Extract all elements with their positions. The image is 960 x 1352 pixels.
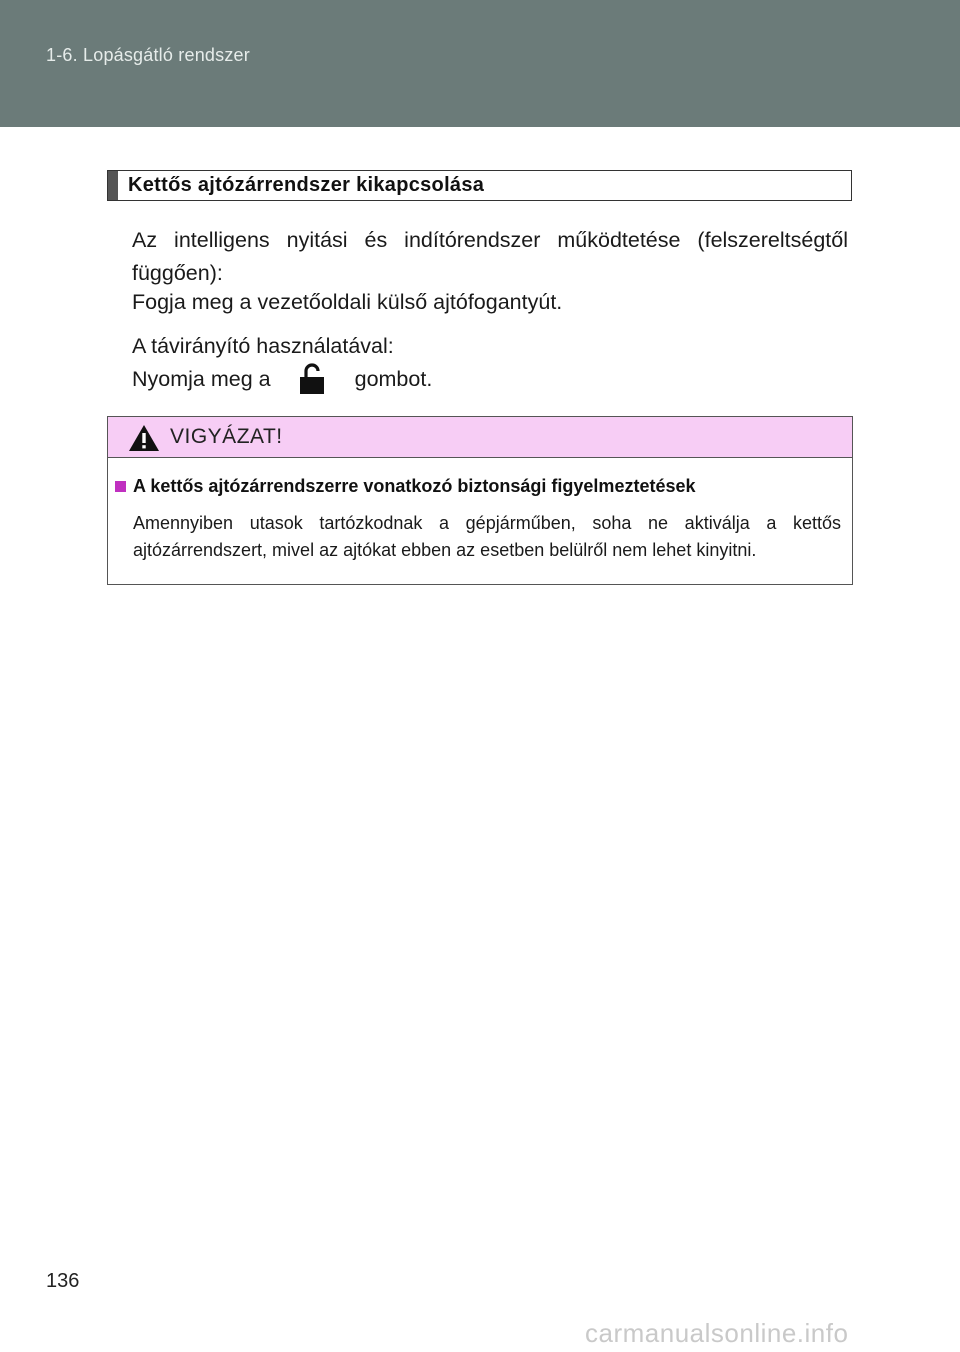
section-path: 1-6. Lopásgátló rendszer [46,45,250,65]
warning-triangle-icon [128,424,160,452]
caution-label: VIGYÁZAT! [170,425,283,448]
header-band [0,0,960,127]
caution-box [107,416,853,585]
remote-action-after: gombot. [354,367,433,391]
caution-title-text: A kettős ajtózárrendszerre vonatkozó biztonsági figyelmeztetések [133,476,696,496]
caution-body: Amennyiben utasok tartózkodnak a gépjárműben, soha ne aktiválja a kettős ajtózárrendszert, mivel az ajtókat ebben az esetben belülről nem lehet kinyitni. [133,513,841,560]
heading-bar [108,171,118,200]
paragraph-remote: A távirányító használatával: [132,334,394,358]
page-number: 136 [46,1270,80,1292]
caution-header [108,417,852,458]
unlock-icon [299,363,325,395]
section-heading [107,170,852,201]
remote-action-before: Nyomja meg a [132,367,271,391]
paragraph-smart-entry: Az intelligens nyitási és indítórendszer működtetése (felszereltségtől függően): [132,228,848,285]
paragraph-smart-entry-action: Fogja meg a vezetőoldali külső ajtófogantyút. [132,290,563,314]
section-heading-text: Kettős ajtózárrendszer kikapcsolása [128,174,485,196]
watermark: carmanualsonline.info [585,1318,849,1348]
caution-title [115,476,696,497]
square-bullet-icon [115,481,126,492]
paragraph-remote-action [132,363,848,396]
